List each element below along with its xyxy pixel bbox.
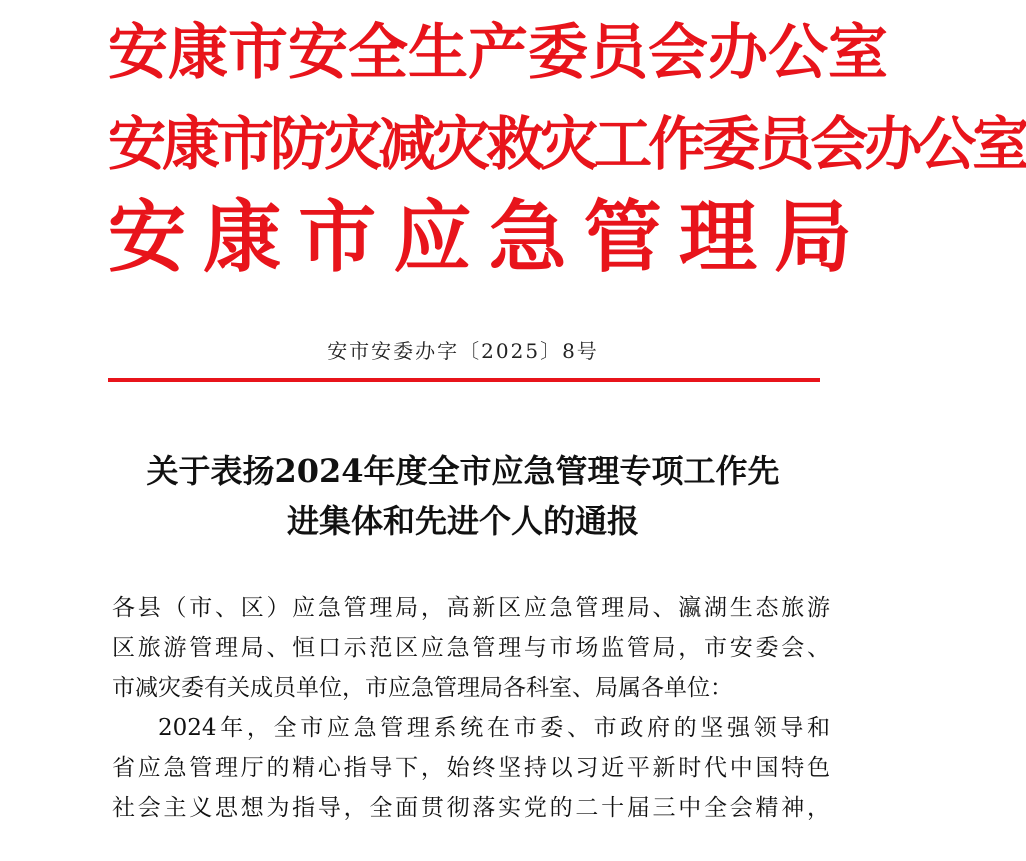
paragraph-line: 社会主义思想为指导，全面贯彻落实党的二十届三中全会精神， bbox=[112, 795, 830, 821]
issuer-char: 康 bbox=[162, 110, 217, 178]
addressee-line: 市减灾委有关成员单位，市应急管理局各科室、局属各单位： bbox=[112, 675, 733, 701]
issuer-char: 委 bbox=[528, 18, 588, 88]
issuer-char: 室 bbox=[828, 18, 888, 88]
issuer-char: 急 bbox=[488, 192, 567, 283]
document-body bbox=[112, 588, 830, 828]
issuer-char: 防 bbox=[270, 110, 325, 178]
issuer-char: 员 bbox=[588, 18, 648, 88]
paragraph-line: 省应急管理厅的精心指导下，始终坚持以习近平新时代中国特色 bbox=[112, 755, 830, 781]
issuer-char: 安 bbox=[288, 18, 348, 88]
issuer-char: 会 bbox=[810, 110, 865, 178]
document-title bbox=[60, 446, 866, 546]
addressee-line: 区旅游管理局、恒口示范区应急管理与市场监管局，市安委会、 bbox=[112, 635, 830, 661]
issuer-char: 工 bbox=[594, 110, 649, 178]
title-line: 进集体和先进个人的通报 bbox=[286, 502, 639, 540]
issuer-char: 救 bbox=[486, 110, 541, 178]
document-number: 安市安委办字〔2025〕8号 bbox=[327, 339, 599, 363]
issuer-char: 管 bbox=[583, 192, 662, 283]
issuer-char: 生 bbox=[408, 18, 468, 88]
issuer-line-3 bbox=[108, 192, 852, 284]
issuer-char: 减 bbox=[378, 110, 433, 178]
issuer-char: 安 bbox=[108, 18, 168, 88]
issuer-char: 安 bbox=[108, 192, 187, 283]
issuer-char: 市 bbox=[216, 110, 271, 178]
issuer-char: 办 bbox=[708, 18, 768, 88]
issuer-char: 市 bbox=[228, 18, 288, 88]
issuer-char: 灾 bbox=[432, 110, 487, 178]
issuer-char: 康 bbox=[168, 18, 228, 88]
issuer-char: 安 bbox=[108, 110, 163, 178]
issuer-char: 员 bbox=[756, 110, 811, 178]
issuer-char: 灾 bbox=[324, 110, 379, 178]
issuer-char: 康 bbox=[203, 192, 282, 283]
issuer-char: 室 bbox=[972, 110, 1026, 178]
issuer-line-1 bbox=[108, 14, 888, 92]
issuer-char: 公 bbox=[768, 18, 828, 88]
issuer-char: 理 bbox=[678, 192, 757, 283]
issuer-char: 应 bbox=[393, 192, 472, 283]
issuer-char: 灾 bbox=[540, 110, 595, 178]
issuer-char: 局 bbox=[773, 192, 852, 283]
issuer-char: 作 bbox=[648, 110, 703, 178]
red-divider-rule bbox=[108, 378, 820, 382]
issuer-char: 公 bbox=[918, 110, 973, 178]
issuer-line-2 bbox=[108, 104, 1026, 184]
addressee-line: 各县（市、区）应急管理局，高新区应急管理局、瀛湖生态旅游 bbox=[112, 595, 830, 621]
title-line: 关于表扬2024年度全市应急管理专项工作先 bbox=[146, 452, 780, 490]
issuer-char: 委 bbox=[702, 110, 757, 178]
issuer-char: 会 bbox=[648, 18, 708, 88]
issuer-char: 全 bbox=[348, 18, 408, 88]
issuer-char: 办 bbox=[864, 110, 919, 178]
paragraph-line: 2024年，全市应急管理系统在市委、市政府的坚强领导和 bbox=[158, 715, 830, 741]
issuer-char: 产 bbox=[468, 18, 528, 88]
issuer-char: 市 bbox=[298, 192, 377, 283]
